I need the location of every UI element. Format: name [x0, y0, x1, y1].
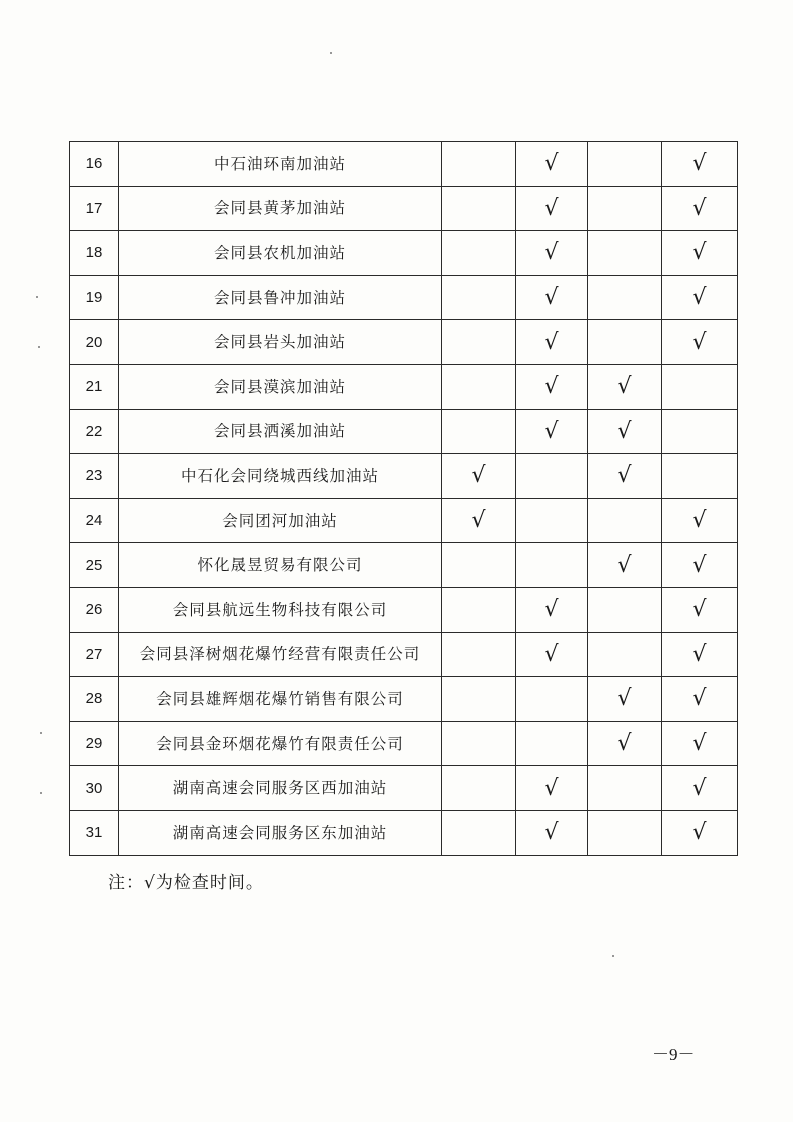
check-cell-1: √: [442, 498, 516, 543]
check-cell-2: [516, 498, 588, 543]
check-cell-4: √: [662, 766, 738, 811]
company-name: 中石化会同绕城西线加油站: [119, 454, 442, 499]
table-row: [70, 766, 738, 811]
row-number: 25: [70, 543, 119, 588]
note-text: 为检查时间。: [155, 873, 264, 893]
check-cell-1: [442, 543, 516, 588]
check-cell-3: [588, 320, 662, 365]
check-cell-3: [588, 810, 662, 855]
company-name: 会同县黄茅加油站: [119, 186, 442, 231]
check-cell-2: √: [516, 810, 588, 855]
table-note: [108, 868, 264, 893]
table-row: [70, 275, 738, 320]
check-cell-4: √: [662, 810, 738, 855]
row-number: 29: [70, 721, 119, 766]
table-row: [70, 677, 738, 722]
check-cell-4: √: [662, 320, 738, 365]
company-name: 中石油环南加油站: [119, 142, 442, 187]
check-cell-2: √: [516, 364, 588, 409]
row-number: 18: [70, 231, 119, 276]
row-number: 28: [70, 677, 119, 722]
table-body: [70, 142, 738, 856]
company-name: 会同县航远生物科技有限公司: [119, 587, 442, 632]
check-cell-4: √: [662, 275, 738, 320]
table-row: [70, 231, 738, 276]
check-cell-2: √: [516, 766, 588, 811]
check-cell-2: √: [516, 409, 588, 454]
row-number: 30: [70, 766, 119, 811]
check-cell-4: √: [662, 186, 738, 231]
check-cell-2: √: [516, 142, 588, 187]
check-cell-3: [588, 142, 662, 187]
company-name: 怀化晟昱贸易有限公司: [119, 543, 442, 588]
check-cell-2: [516, 454, 588, 499]
check-cell-3: √: [588, 364, 662, 409]
check-cell-1: [442, 142, 516, 187]
check-cell-1: [442, 186, 516, 231]
scan-speck: [330, 52, 332, 54]
row-number: 24: [70, 498, 119, 543]
row-number: 23: [70, 454, 119, 499]
company-name: 会同县岩头加油站: [119, 320, 442, 365]
row-number: 20: [70, 320, 119, 365]
check-cell-4: √: [662, 543, 738, 588]
row-number: 31: [70, 810, 119, 855]
check-cell-3: [588, 632, 662, 677]
row-number: 16: [70, 142, 119, 187]
check-cell-1: [442, 721, 516, 766]
check-cell-1: [442, 364, 516, 409]
check-cell-4: √: [662, 498, 738, 543]
table-row: [70, 364, 738, 409]
row-number: 19: [70, 275, 119, 320]
check-cell-3: √: [588, 454, 662, 499]
table-row: [70, 543, 738, 588]
table-row: [70, 810, 738, 855]
check-cell-2: √: [516, 320, 588, 365]
check-cell-4: √: [662, 632, 738, 677]
check-cell-4: [662, 454, 738, 499]
check-cell-3: [588, 498, 662, 543]
check-cell-2: √: [516, 632, 588, 677]
table-row: [70, 320, 738, 365]
scan-speck: [40, 732, 42, 734]
check-cell-2: √: [516, 186, 588, 231]
company-name: 会同县泽树烟花爆竹经营有限责任公司: [119, 632, 442, 677]
check-cell-4: √: [662, 231, 738, 276]
company-name: 会同县洒溪加油站: [119, 409, 442, 454]
inspection-schedule-table: [69, 141, 738, 856]
check-cell-1: [442, 275, 516, 320]
row-number: 26: [70, 587, 119, 632]
check-cell-1: [442, 632, 516, 677]
check-cell-1: [442, 320, 516, 365]
company-name: 会同县鲁冲加油站: [119, 275, 442, 320]
check-cell-2: [516, 721, 588, 766]
row-number: 27: [70, 632, 119, 677]
company-name: 会同团河加油站: [119, 498, 442, 543]
page-number: －9－: [652, 1045, 695, 1064]
table-row: [70, 632, 738, 677]
check-cell-1: [442, 766, 516, 811]
check-cell-4: √: [662, 587, 738, 632]
check-cell-3: [588, 766, 662, 811]
check-cell-4: √: [662, 142, 738, 187]
check-cell-2: √: [516, 231, 588, 276]
table-row: [70, 721, 738, 766]
check-cell-3: √: [588, 677, 662, 722]
company-name: 会同县金环烟花爆竹有限责任公司: [119, 721, 442, 766]
check-cell-1: [442, 677, 516, 722]
check-cell-4: [662, 409, 738, 454]
scan-speck: [612, 955, 614, 957]
check-cell-2: √: [516, 275, 588, 320]
check-cell-3: √: [588, 543, 662, 588]
note-prefix: 注：: [108, 873, 144, 893]
company-name: 湖南高速会同服务区西加油站: [119, 766, 442, 811]
check-cell-1: [442, 409, 516, 454]
row-number: 17: [70, 186, 119, 231]
check-cell-1: [442, 587, 516, 632]
table-row: [70, 587, 738, 632]
row-number: 21: [70, 364, 119, 409]
check-cell-3: [588, 231, 662, 276]
check-cell-1: [442, 231, 516, 276]
company-name: 会同县漠滨加油站: [119, 364, 442, 409]
check-cell-1: √: [442, 454, 516, 499]
table-row: [70, 186, 738, 231]
table-row: [70, 454, 738, 499]
note-check-mark: √: [144, 873, 156, 893]
check-cell-3: [588, 587, 662, 632]
scan-speck: [38, 346, 40, 348]
table-row: [70, 498, 738, 543]
check-cell-3: [588, 275, 662, 320]
check-cell-1: [442, 810, 516, 855]
check-cell-3: [588, 186, 662, 231]
scan-speck: [40, 792, 42, 794]
company-name: 会同县农机加油站: [119, 231, 442, 276]
check-cell-2: [516, 543, 588, 588]
check-cell-3: √: [588, 721, 662, 766]
table-row: [70, 142, 738, 187]
check-cell-4: √: [662, 721, 738, 766]
check-cell-2: [516, 677, 588, 722]
check-cell-3: √: [588, 409, 662, 454]
row-number: 22: [70, 409, 119, 454]
company-name: 会同县雄辉烟花爆竹销售有限公司: [119, 677, 442, 722]
scan-speck: [36, 296, 38, 298]
table-row: [70, 409, 738, 454]
check-cell-4: √: [662, 677, 738, 722]
company-name: 湖南高速会同服务区东加油站: [119, 810, 442, 855]
check-cell-2: √: [516, 587, 588, 632]
check-cell-4: [662, 364, 738, 409]
